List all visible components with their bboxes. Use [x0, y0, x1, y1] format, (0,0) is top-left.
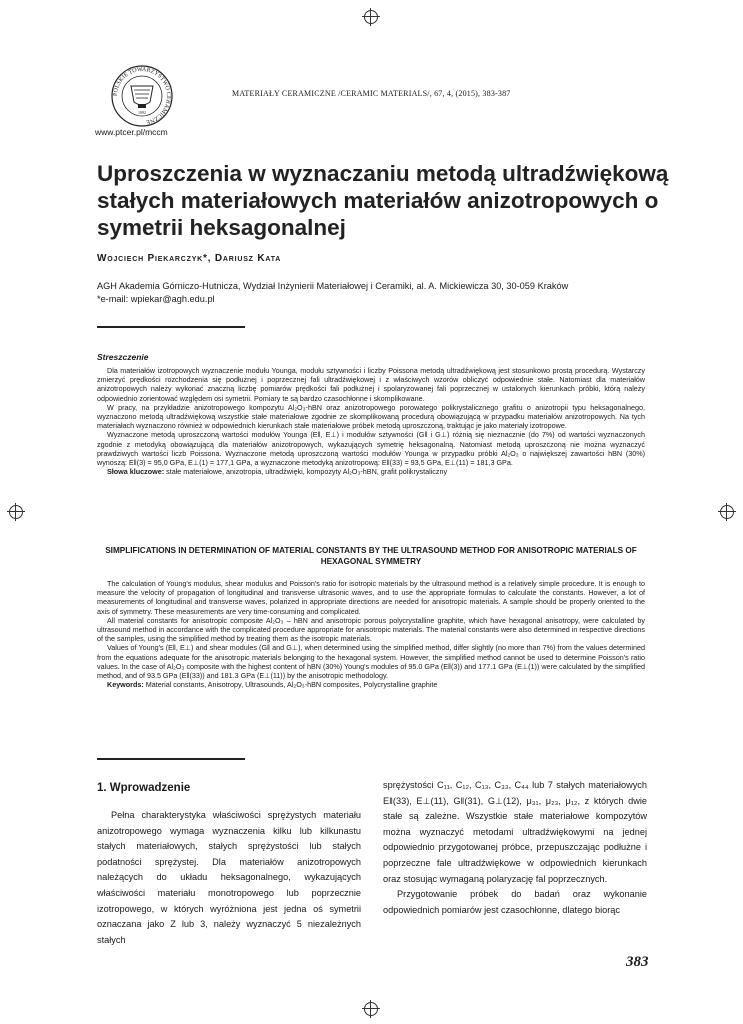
column-right [383, 778, 647, 918]
journal-header: MATERIAŁY CERAMICZNE /CERAMIC MATERIALS/, 67, 4, (2015), 383-387 [232, 89, 511, 98]
abstract-en-p3: Values of Young's (E‖, E⊥) and shear modules (G‖ and G⊥), when determined using the simplified method, differ slightly (no more than 7%) from the values determined from the equations adequate for the anisotropic materials belonging to the hexagonal system. However, the simplified method cannot be used to determine Poisson's ratio values. In the case of Al₂O₃ composite with the highest content of hBN (30%) Young's modules of 95.0 GPa (E‖(3)) and 177.1 GPa (E⊥(1)) were calculated by the simplified method, and of 93.5 GPa (E‖(33)) and 181.3 GPa (E⊥(11)) by the anisotropic methodology. [97, 643, 645, 681]
abstract-pl-p1: Dla materiałów izotropowych wyznaczenie modułu Younga, modułu sztywności i liczby Poissona metodą ultradźwiękową jest stosunkowo prostą procedurą. Wystarczy zmierzyć prędkości rozchodzenia się podłużnej i poprzecznej fali ultradźwiękowej i z właściwych wzorów obliczyć odpowiednie stałe. Natomiast dla materiałów anizotropowych należy wykonać znaczną liczbę pomiarów prędkości fali podłużnej i spolaryzowanej fali poprzecznej w ustalonych kierunkach próbki, którą należy odpowiednio zorientować względem osi symetrii. Pomiary te są bardzo czasochłonne i skomplikowane. [97, 366, 645, 403]
body-paragraph: Przygotowanie próbek do badań oraz wykonanie odpowiednich pomiarów jest czasochłonne, dlatego biorąc [383, 889, 647, 915]
abstract-en-p2: All material constants for anisotropic composite Al₂O₃ – hBN and anisotropic porous polycrystalline graphite, which have hexagonal anisotropy, were calculated by ultrasound method in accordance with the complicated procedure appropriate for anisotropic materials. The material constants were also determined in respective directions of the samples, using the simplified method by treating them as the isotropic materials. [97, 615, 645, 644]
keywords-pl-text: stałe materiałowe, anizotropia, ultradźwięki, kompozyty Al₂O₃-hBN, grafit polikrystaliczny [166, 467, 448, 477]
abstract-pl-p3: Wyznaczone metodą uproszczoną wartości modułów Younga (E‖, E⊥) i modułów sztywności (G‖ i G⊥) różnią się nieznacznie (do 7%) od wartości wyznaczonych zgodnie z metodyką obowiązującą dla materiałów anizotropowych, wykazujących symetrię heksagonalną. Natomiast metodą uproszczoną nie można wyznaczyć prawdziwych wartości liczb Poissona. Wyznaczone metodą uproszczoną wartości modułów Younga w przypadku próbki Al₂O₃ o największej zawartości hBN (30%) wynoszą: E‖(3) = 95,0 GPa, E⊥(1) = 177,1 GPa, a wyznaczone metodyką anizotropową: E‖(33) = 93,5 GPa, E⊥(11) = 181,3 GPa. [97, 430, 645, 468]
divider [97, 758, 245, 760]
keywords-en [97, 680, 645, 689]
svg-text:POLSKIE TOWARZYSTWO CERAMICZNE: POLSKIE TOWARZYSTWO CERAMICZNE [112, 66, 172, 125]
abstract-en-p1: The calculation of Young's modulus, shear modulus and Poisson's ratio for isotropic materials by the ultrasound method is a relatively simple procedure. It is enough to measure the velocity of propagation of longitudinal and transverse ultrasonic waves, and to use the appropriate formulas to calculate the constants. However, a lot of measurements of longitudinal and transverse waves, polarized in appropriate directions are needed for anisotropic materials. A sample should be properly oriented to the axis of symmetry. These measurements are very time-consuming and complicated. [97, 579, 645, 616]
registration-mark-right [720, 505, 734, 519]
keywords-pl [97, 467, 645, 476]
journal-url[interactable]: www.ptcer.pl/mccm [95, 127, 168, 137]
divider [97, 326, 245, 328]
email[interactable]: *e-mail: wpiekar@agh.edu.pl [97, 294, 215, 304]
abstract-pl [97, 366, 645, 476]
section-heading: 1. Wprowadzenie [97, 782, 191, 794]
body-paragraph: Pełna charakterystyka właściwości sprężystych materiału anizotropowego wymaga wyznaczenia kilku lub kilkunastu stałych materiałowych, stałych sprężystości lub stałych podatności sprężystej. Dla materiałów anizotropowych należących do układu heksagonalnego, wykazujących właściwości materiału monotropowego lub poprzecznie izotropowego, w których wyróżniona jest jedna oś symetrii oznaczana jako Z lub 3, należy wyznaczyć 5 niezależnych stałych [97, 810, 361, 945]
english-title: SIMPLIFICATIONS IN DETERMINATION OF MATERIAL CONSTANTS BY THE ULTRASOUND METHOD FOR ANISOTROPIC MATERIALS OF HEXAGONAL SYMMETRY [105, 546, 637, 566]
keywords-en-label: Keywords: [107, 680, 144, 690]
page-number: 383 [626, 954, 649, 970]
affiliation-block [97, 280, 657, 306]
society-logo [104, 64, 180, 128]
registration-mark-top [364, 10, 378, 24]
abstract-en [97, 579, 645, 689]
body-paragraph: sprężystości C₁₁, C₁₂, C₁₃, C₃₃, C₄₄ lub 7 stałych materiałowych E‖(33), E⊥(11), G‖(31), G⊥(12), μ₃₁, μ₂₃, μ₁₂, z których dwie stałe są zależne. Wszystkie stałe materiałowe kompozytów można wyznaczyć metodami ultradźwiękowymi na jednej odpowiednio przygotowanej próbce, przepuszczając podłużne i poprzeczne fale ultradźwiękowe w odpowiednich kierunkach oraz stosując wymaganą polaryzację fal poprzecznych. [383, 780, 647, 884]
abstract-pl-p2: W pracy, na przykładzie anizotropowego kompozytu Al₂O₃-hBN oraz anizotropowego porowatego polikrystalicznego grafitu o anizotropii typu heksagonalnego, wyznaczono metodą ultradźwiękową wszystkie stałe materiałowe zgodnie ze skomplikowaną procedurą obowiązującą w przypadku materiałów anizotropowych. Na tych materiałach wyznaczono również w odpowiednich kierunkach stałe materiałowe próbek metodą uproszczoną, traktując je jako materiały izotropowe. [97, 402, 645, 431]
keywords-en-text: Material constants, Anisotropy, Ultrasounds, Al₂O₃-hBN composites, Polycrystalline graphite [145, 680, 438, 690]
column-left [97, 808, 361, 948]
affiliation: AGH Akademia Górniczo-Hutnicza, Wydział Inżynierii Materiałowej i Ceramiki, al. A. Mickiewicza 30, 30-059 Kraków [97, 281, 569, 291]
streszczenie-heading: Streszczenie [97, 352, 149, 362]
paper-title: Uproszczenia w wyznaczaniu metodą ultradźwiękową stałych materiałowych materiałów anizotropowych o symetrii heksagonalnej [97, 161, 669, 240]
authors: Wojciech Piekarczyk*, Dariusz Kata [97, 253, 282, 264]
keywords-pl-label: Słowa kluczowe: [107, 467, 165, 477]
registration-mark-left [9, 505, 23, 519]
registration-mark-bottom [364, 1002, 378, 1016]
svg-text:1992: 1992 [138, 110, 146, 115]
